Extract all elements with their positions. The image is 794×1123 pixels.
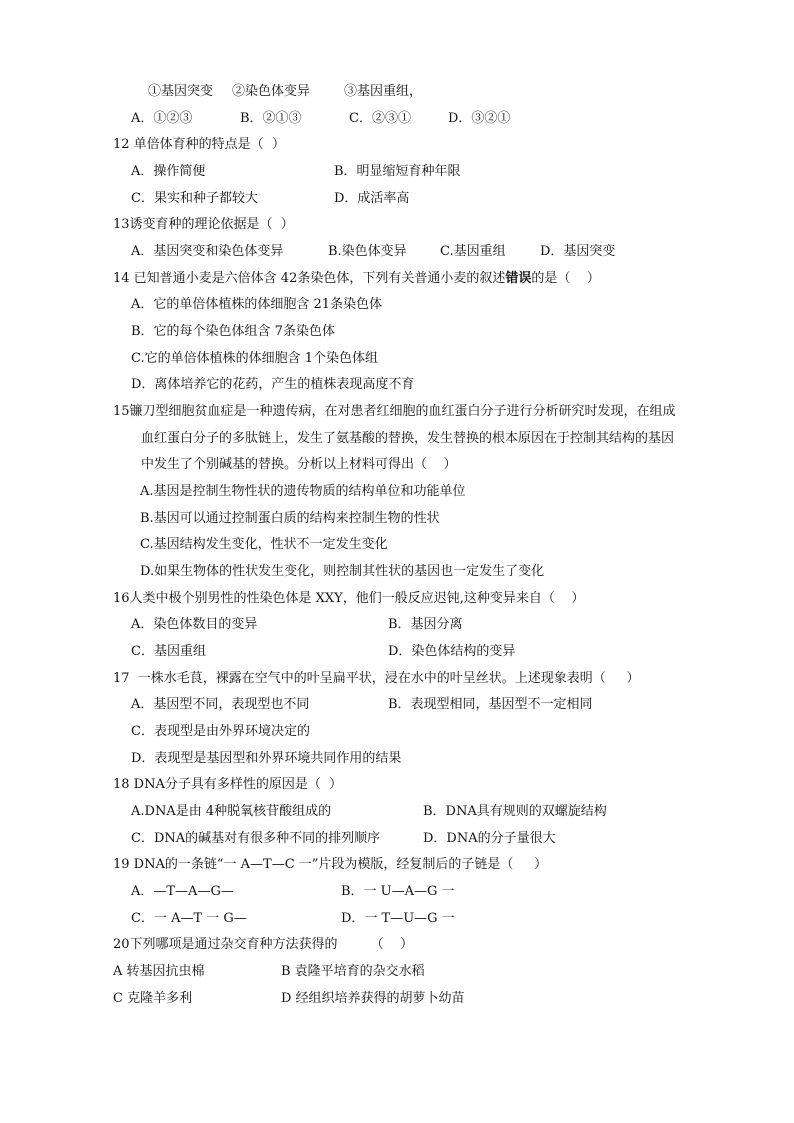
q19-choice-d: D．一 T—U—G 一: [341, 911, 455, 926]
q12-choice-c: C．果实和种子都较大: [131, 191, 258, 206]
q14-stem-post: 的是（ ）: [531, 271, 600, 286]
q15-choice-b: B.基因可以通过控制蛋白质的结构来控制生物的性状: [140, 511, 440, 526]
q15-stem-line3: 中发生了个别碱基的替换。分析以上材料可得出（ ）: [141, 457, 457, 472]
q16-choice-b: B．基因分离: [388, 617, 463, 632]
q18-stem: 18 DNA分子具有多样性的原因是（ ）: [113, 777, 343, 792]
q14-stem-emphasis: 错误: [505, 271, 532, 286]
q19-choice-c: C．一 A—T 一 G—: [131, 911, 247, 926]
q13-choice-d: D．基因突变: [540, 244, 616, 259]
q15-stem-line2: 血红蛋白分子的多肽链上，发生了氨基酸的替换，发生替换的根本原因在于控制其结构的基因: [141, 431, 675, 446]
q14-stem-pre: 14 已知普通小麦是六倍体含 42条染色体，下列有关普通小麦的叙述: [113, 271, 506, 286]
q17-choice-a: A．基因型不同，表现型也不同: [131, 697, 310, 712]
q13-stem: 13诱变育种的理论依据是（ ）: [113, 217, 294, 232]
q14-stem: [113, 270, 600, 288]
q14-choice-a: A．它的单倍体植株的体细胞含 21条染色体: [131, 297, 383, 312]
q12-choice-a: A．操作简便: [131, 164, 206, 179]
q19-choice-a: A．—T—A—G—: [131, 884, 234, 899]
q12-choice-d: D．成活率高: [334, 191, 410, 206]
q15-choice-d: D.如果生物体的性状发生变化，则控制其性状的基因也一定发生了变化: [140, 564, 545, 579]
q12-stem: 12 单倍体育种的特点是（ ）: [113, 137, 285, 152]
q14-choice-c: C.它的单倍体植株的体细胞含 1个染色体组: [131, 351, 379, 366]
q15-choice-a: A.基因是控制生物性状的遗传物质的结构单位和功能单位: [140, 484, 466, 499]
q17-stem: 17 一株水毛茛，裸露在空气中的叶呈扁平状，浸在水中的叶呈丝状。上述现象表明（ ）: [113, 671, 640, 686]
q14-choice-d: D．离体培养它的花药，产生的植株表现高度不育: [131, 377, 415, 392]
q17-choice-c: C．表现型是由外界环境决定的: [131, 724, 310, 739]
q19-choice-b: B．一 U—A—G 一: [341, 884, 455, 899]
q16-stem: 16人类中极个别男性的性染色体是 XXY，他们一般反应迟钝,这种变异来自（ ）: [113, 591, 585, 606]
q18-choice-a: A.DNA是由 4种脱氧核苷酸组成的: [131, 804, 332, 819]
q20-choice-b: B 袁隆平培育的杂交水稻: [281, 964, 425, 979]
q20-choice-d: D 经组织培养获得的胡萝卜幼苗: [281, 991, 465, 1006]
q17-choice-b: B．表现型相同，基因型不一定相同: [388, 697, 593, 712]
q20-choice-c: C 克隆羊多利: [113, 991, 193, 1006]
q18-choice-c: C．DNA的碱基对有很多种不同的排列顺序: [131, 831, 381, 846]
q17-choice-d: D．表现型是基因型和外界环境共同作用的结果: [131, 751, 402, 766]
q19-stem: 19 DNA的一条链“一 A—T—C 一”片段为模版，经复制后的子链是（ ）: [113, 857, 548, 872]
q11-choice-c: C．②③①: [349, 111, 411, 126]
q15-choice-c: C.基因结构发生变化，性状不一定发生变化: [140, 537, 388, 552]
q20-stem: 20下列哪项是通过杂交育种方法获得的 （ ）: [113, 937, 414, 952]
q11-choice-a: A．①②③: [131, 111, 193, 126]
q18-choice-b: B．DNA具有规则的双螺旋结构: [423, 804, 607, 819]
q20-choice-a: A 转基因抗虫棉: [113, 964, 205, 979]
option-3: ③基因重组，: [344, 84, 423, 99]
q15-stem-line1: 15镰刀型细胞贫血症是一种遗传病，在对患者红细胞的血红蛋白分子进行分析研究时发现，在组成: [113, 404, 676, 419]
option-2: ②染色体变异: [232, 84, 311, 99]
q18-choice-d: D．DNA的分子量很大: [423, 831, 556, 846]
option-1: ①基因突变: [148, 84, 214, 99]
q11-choice-b: B．②①③: [240, 111, 302, 126]
q12-choice-b: B．明显缩短育种年限: [334, 164, 461, 179]
q16-choice-c: C．基因重组: [131, 644, 206, 659]
q13-choice-b: B.染色体变异: [328, 244, 407, 259]
q13-choice-a: A．基因突变和染色体变异: [131, 244, 284, 259]
q11-choice-d: D．③②①: [448, 111, 511, 126]
q16-choice-d: D．染色体结构的变异: [388, 644, 516, 659]
q14-choice-b: B．它的每个染色体组含 7条染色体: [131, 324, 335, 339]
q13-choice-c: C.基因重组: [440, 244, 506, 259]
q16-choice-a: A．染色体数目的变异: [131, 617, 258, 632]
